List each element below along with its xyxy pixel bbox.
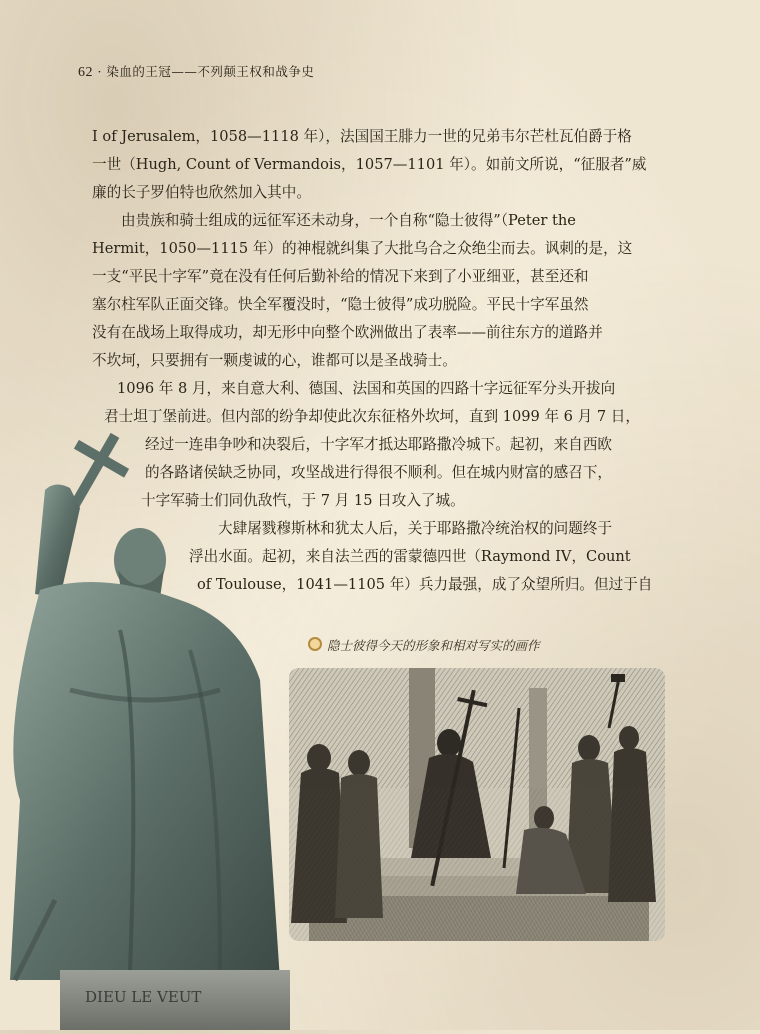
text-line: 不坎坷，只要拥有一颗虔诚的心，谁都可以是圣战骑士。 [92,352,457,369]
statue-inscription: DIEU LE VEUT [85,988,202,1006]
text-line: 一世（Hugh, Count of Vermandois，1057—1101 年）。如前文所说，“征服者”威 [92,156,647,173]
text-line: 经过一连串争吵和决裂后，十字军才抵达耶路撒冷城下。起初，来自西欧 [145,436,613,453]
text-line: 浮出水面。起初，来自法兰西的雷蒙德四世（Raymond IV，Count [189,548,631,565]
text-line: Hermit，1050—1115 年）的神棍就纠集了大批乌合之众绝尘而去。讽刺的是，这 [92,240,633,257]
page-number: 62 [78,65,93,80]
figure-caption [308,636,540,654]
caption-bullet-icon [308,637,322,651]
running-header [78,62,314,81]
statue-photo [0,430,300,1030]
text-line: 廉的长子罗伯特也欣然加入其中。 [92,184,311,201]
text-line: 的各路诸侯缺乏协同，攻坚战进行得很不顺利。但在城内财富的感召下， [145,464,613,481]
caption-text: 隐士彼得今天的形象和相对写实的画作 [327,638,540,653]
text-line: 1096 年 8 月，来自意大利、德国、法国和英国的四路十字远征军分头开拔向 [117,380,616,397]
text-line: 由贵族和骑士组成的远征军还未动身，一个自称“隐士彼得”（Peter the [121,212,576,229]
book-title: · 染血的王冠——不列颠王权和战争史 [97,64,315,79]
text-line: I of Jerusalem，1058—1118 年），法国国王腓力一世的兄弟韦尔芒杜瓦伯爵于格 [92,128,632,145]
text-line: 十字军骑士们同仇敌忾，于 7 月 15 日攻入了城。 [141,492,465,509]
text-line: 没有在战场上取得成功，却无形中向整个欧洲做出了表率——前往东方的道路并 [92,324,603,341]
text-line: 大肆屠戮穆斯林和犹太人后，关于耶路撒冷统治权的问题终于 [218,520,613,537]
text-line: 君士坦丁堡前进。但内部的纷争却使此次东征格外坎坷，直到 1099 年 6 月 7 日， [104,408,640,425]
text-line: 塞尔柱军队正面交锋。快全军覆没时，“隐士彼得”成功脱险。平民十字军虽然 [92,296,589,313]
engraving-illustration [289,668,665,941]
text-line: 一支“平民十字军”竟在没有任何后勤补给的情况下来到了小亚细亚，甚至还和 [92,268,589,285]
engraving-picture [289,668,665,941]
text-line: of Toulouse，1041—1105 年）兵力最强，成了众望所归。但过于自 [197,576,653,593]
statue-picture [0,430,300,1030]
